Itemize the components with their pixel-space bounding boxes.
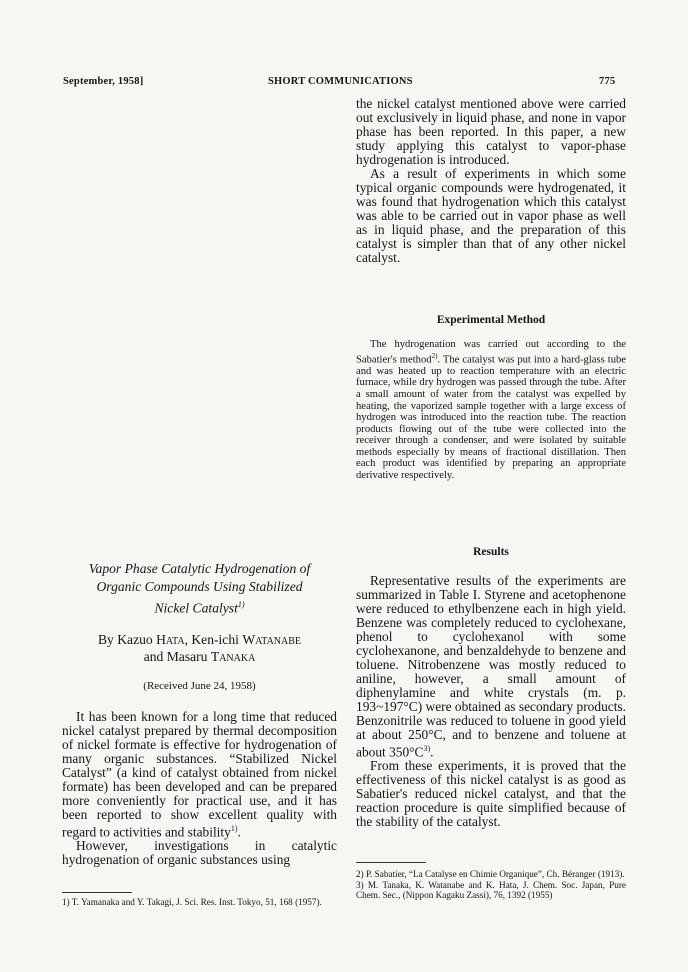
left-paragraph-2: However, investigations in catalytic hydrogenation of organic substances using <box>62 838 337 868</box>
article-title <box>62 560 337 618</box>
intro-paragraph-1: the nickel catalyst mentioned above were carried out exclusively in liquid phase, and none in vapor phase has been reported. In this paper, a new study applying this catalyst to vapor-phase hydrogenation is introduced. <box>356 96 626 167</box>
right-footnote-rule <box>356 862 426 863</box>
intro-continuation <box>356 97 626 265</box>
footnote-3: 3) M. Tanaka, K. Watanabe and K. Hata, J. Chem. Soc. Japan, Pure Chem. Sec., (Nippon Kagaku Zassi), 76, 1392 (1955) <box>356 879 626 900</box>
title-line-2: Organic Compounds Using Stabilized <box>96 579 303 594</box>
author-1-last: Hata <box>156 632 185 647</box>
page-number: 775 <box>599 76 616 87</box>
title-line-1: Vapor Phase Catalytic Hydrogenation of <box>88 561 311 576</box>
footnote-1: 1) T. Yamanaka and Y. Takagi, J. Sci. Res. Inst. Tokyo, 51, 168 (1957). <box>62 897 322 907</box>
ref-3-marker: 3) <box>423 744 431 753</box>
footnote-2: 2) P. Sabatier, “La Catalyse en Chimie Organique”, Ch. Béranger (1913). <box>356 869 625 879</box>
results-paragraph-2: From these experiments, it is proved that the effectiveness of this nickel catalyst is as good as Sabatier's reduced nickel catalyst, and that the reaction procedure is quite simplified because of the stability of the catalyst. <box>356 758 626 830</box>
experimental-text <box>356 339 626 482</box>
author-2-last: Watanabe <box>242 632 302 647</box>
left-paragraph-1-end: . <box>237 824 241 840</box>
author-1-first: By Kazuo <box>97 632 157 647</box>
intro-paragraph-2: As a result of experiments in which some typical organic compounds were hydrogenated, it was found that hydrogenation which this catalyst was able to be carried out in vapor phase as well as in liquid phase, and the preparation of this catalyst is simpler than that of any other nickel catalyst. <box>356 166 626 265</box>
running-header-date: September, 1958] <box>63 76 144 87</box>
results-paragraph-1-end: . <box>430 744 434 760</box>
author-3-first: and Masaru <box>143 649 211 664</box>
experimental-text-a: The hydrogenation was carried out according to the Sabatier's method <box>356 339 626 366</box>
results-heading: Results <box>473 546 509 558</box>
left-paragraph-1: It has been known for a long time that reduced nickel catalyst prepared by thermal decomposition of nickel formate is effective for hydrogenation of many organic substances. “Stabilized Nickel Catalyst” (a kind of catalyst obtained from nickel formate) has been developed and can be prepared more conveniently for practical use, and it has been reported to show excellent quality with regard to activities and stability <box>62 709 337 840</box>
title-line-3: Nickel Catalyst <box>154 600 238 616</box>
experimental-text-b: . The catalyst was put into a hard-glass tube and was heated up to reaction temperature with an electric furnace, while dry hydrogen was passed through the tube. After a small amount of water from the catalyst was expelled by heating, the vaporized sample together with a large excess of hydrogen was introduced into the reaction tube. The reaction products flowing out of the tube were collected into the receiver through a condenser, and were isolated by suitable methods especially by means of fractional distillation. Then each product was identified by preparing an appropriate derivative respectively. <box>356 354 626 482</box>
author-2-first: , Ken-ichi <box>184 632 243 647</box>
running-header-section: SHORT COMMUNICATIONS <box>268 76 413 87</box>
ref-1-body: 1) <box>230 824 238 833</box>
ref-2-marker: 2) <box>431 351 438 360</box>
experimental-heading: Experimental Method <box>436 314 546 326</box>
left-body <box>62 710 337 867</box>
author-3-last: Tanaka <box>210 649 256 664</box>
left-footnote-rule <box>62 892 132 893</box>
footnotes-right <box>356 869 626 901</box>
authors <box>62 631 337 665</box>
results-paragraph-1: Representative results of the experiments are summarized in Table I. Styrene and acetophenone were reduced to ethylbenzene each in high yield. Benzene was completely reduced to cyclohexane, phenol to cyclohexanol with some cyclohexanone, and benzaldehyde to benzene and toluene. Nitrobenzene was mostly reduced to aniline, however, a small amount of diphenylamine and white crystals (m. p. 193~197°C) were obtained as secondary products. Benzonitrile was reduced to toluene in good yield at about 250°C, and to benzene and toluene at about 350°C <box>356 573 626 760</box>
ref-1-title: 1) <box>237 600 245 609</box>
received-date: (Received June 24, 1958) <box>143 680 256 692</box>
results-text <box>356 574 626 829</box>
